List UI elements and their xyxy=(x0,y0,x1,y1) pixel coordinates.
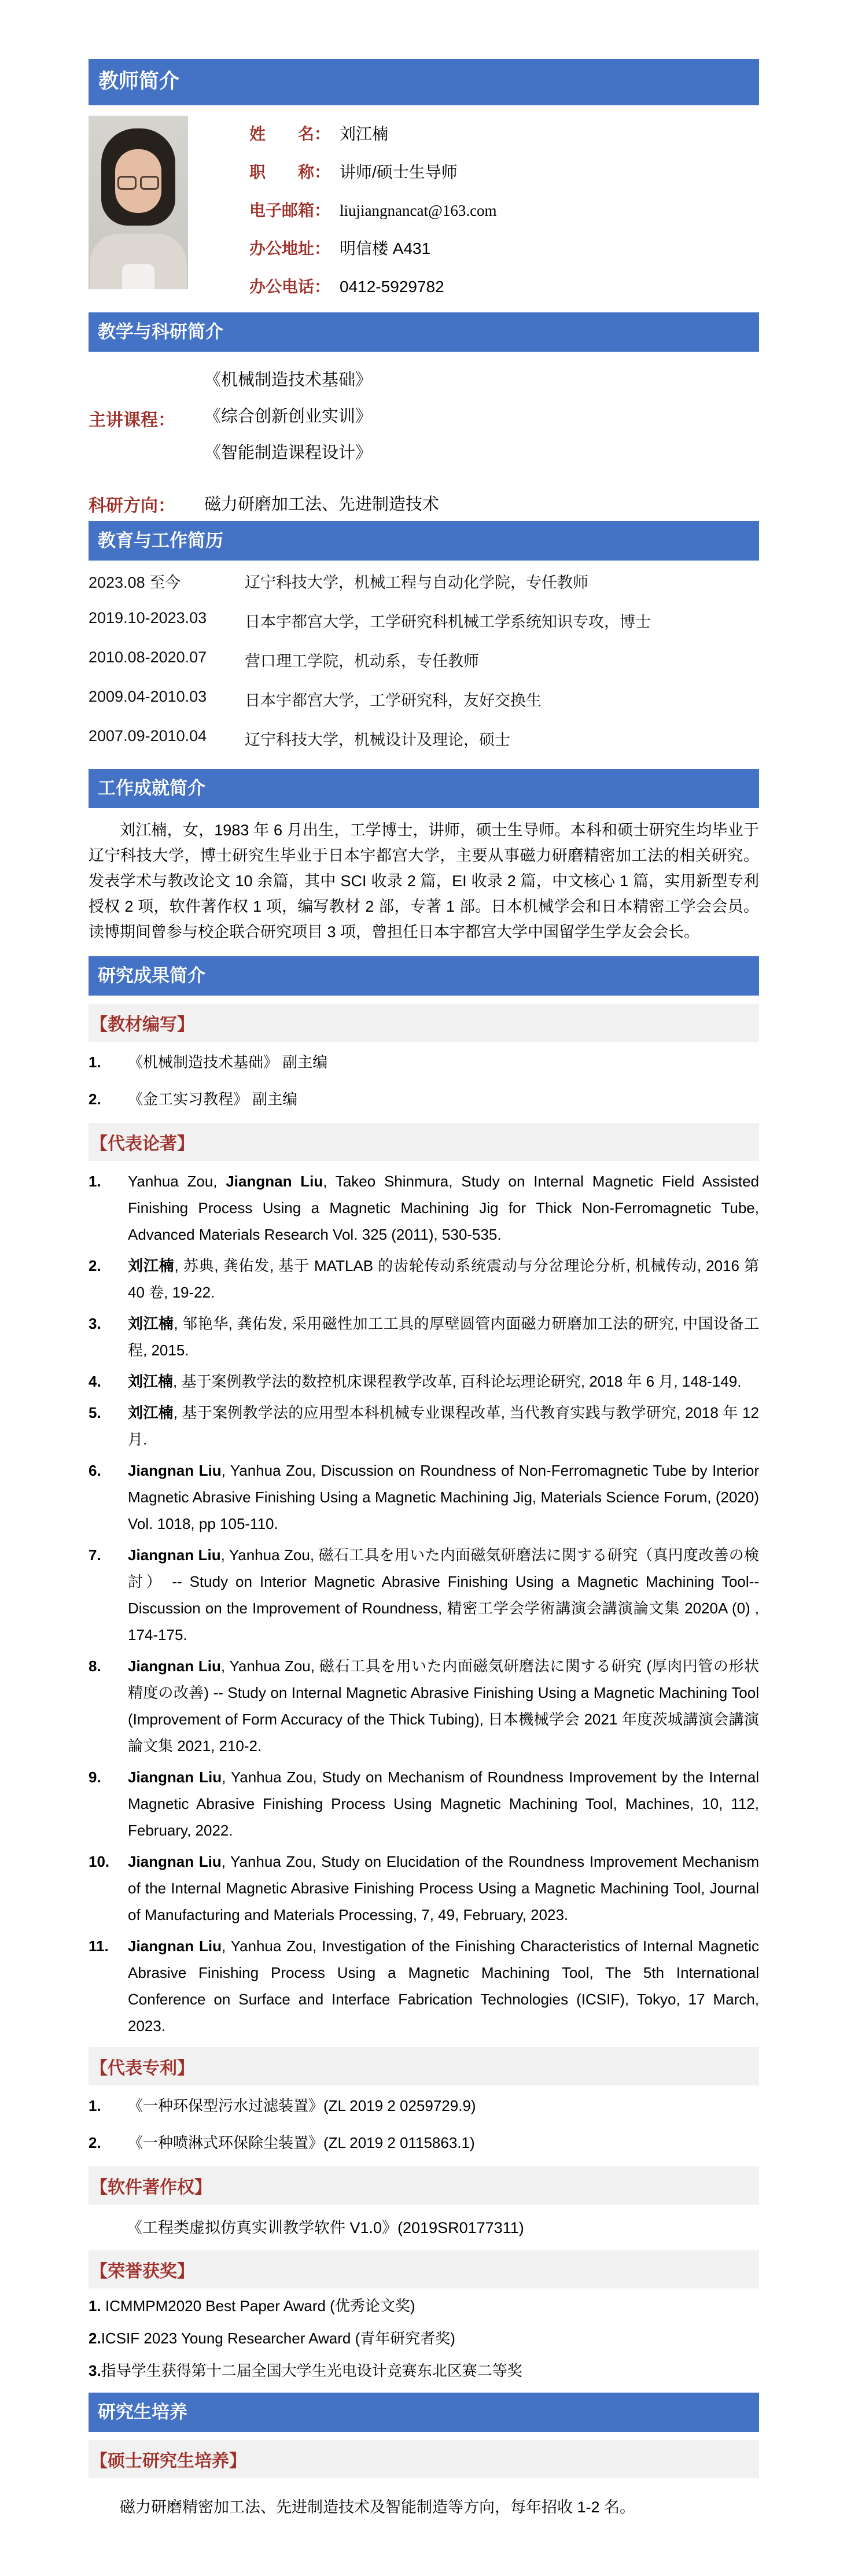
research-direction-row xyxy=(89,491,759,517)
course-item: 《机械制造技术基础》 xyxy=(204,370,373,389)
list-item-number: 11. xyxy=(89,1937,109,1955)
list-item-number: 1. xyxy=(89,2096,101,2114)
list-item-text xyxy=(128,2092,759,2119)
courses-label: 主讲课程： xyxy=(89,411,175,430)
photo-shirt xyxy=(122,264,154,289)
list-item-text xyxy=(128,1933,759,2039)
list-item xyxy=(89,1542,759,1648)
list-item-text xyxy=(128,1086,759,1112)
section-title: 研究生培养 xyxy=(98,2401,187,2422)
history-detail: 营口理工学院，机动系，专任教师 xyxy=(245,652,479,670)
list-item-text xyxy=(128,1653,759,1759)
author-name-bold: 2. xyxy=(89,2329,101,2347)
text-segment: ICMMPM2020 Best Paper Award (优秀论文奖) xyxy=(105,2297,415,2315)
band-master-training: 【硕士研究生培养】 xyxy=(89,2440,759,2478)
history-row xyxy=(89,688,759,710)
band-patents: 【代表专利】 xyxy=(89,2047,759,2085)
author-name-bold: Jiangnan Liu xyxy=(128,1546,221,1564)
profile-field-value: 明信楼 A431 xyxy=(340,239,431,257)
list-item-text xyxy=(128,1168,759,1248)
list-item-text xyxy=(128,1252,759,1306)
award-item xyxy=(89,2360,759,2381)
profile-field-value: liujiangnancat@163.com xyxy=(340,201,497,219)
profile-field-row xyxy=(249,198,497,221)
text-segment: 《一种喷淋式环保除尘装置》(ZL 2019 2 0115863.1) xyxy=(128,2133,475,2151)
profile-field-value: 讲师/硕士生导师 xyxy=(340,163,458,181)
text-segment: ICSIF 2023 Young Researcher Award (青年研究者奖) xyxy=(101,2329,455,2347)
section-title: 教育与工作简历 xyxy=(98,530,223,551)
history-row xyxy=(89,727,759,750)
award-item xyxy=(89,2295,759,2316)
author-name-bold: Jiangnan Liu xyxy=(128,1937,222,1955)
band-textbooks: 【教材编写】 xyxy=(89,1004,759,1042)
text-segment: 《金工实习教程》 副主编 xyxy=(128,1090,298,1108)
profile-field-value: 刘江楠 xyxy=(340,124,389,143)
research-direction-value: 磁力研磨加工法、先进制造技术 xyxy=(204,495,440,514)
text-segment: , 基于案例教学法的数控机床课程教学改革, 百科论坛理论研究, 2018 年 6 月, 148-149. xyxy=(173,1372,742,1390)
history-period: 2023.08 至今 xyxy=(89,573,181,591)
profile-field-row xyxy=(249,274,497,297)
section-header-history xyxy=(89,521,759,561)
list-item-text xyxy=(128,1049,759,1075)
list-item xyxy=(89,2092,759,2119)
profile-field-row xyxy=(249,236,497,259)
profile-field-label: 职 称： xyxy=(249,163,331,181)
teacher-profile-block xyxy=(89,116,759,312)
list-item-number: 7. xyxy=(89,1546,101,1564)
author-name-bold: 刘江楠 xyxy=(128,1256,175,1274)
author-name-bold: 刘江楠 xyxy=(128,1314,174,1332)
list-item-text xyxy=(128,1399,759,1453)
text-segment: , 苏典, 龚佑发, 基于 MATLAB 的齿轮传动系统震动与分岔理论分析, 机械传动, 2016 第 40 卷, 19-22. xyxy=(128,1256,759,1301)
section-title: 研究成果简介 xyxy=(98,965,205,986)
courses-row xyxy=(89,361,759,476)
textbook-list xyxy=(89,1049,759,1112)
profile-field-row xyxy=(249,121,497,145)
list-item-text xyxy=(128,1368,759,1395)
history-period: 2010.08-2020.07 xyxy=(89,648,207,666)
list-item-number: 2. xyxy=(89,1256,101,1274)
section-header-research-results xyxy=(89,956,759,996)
profile-field-label: 办公电话： xyxy=(249,277,331,296)
list-item xyxy=(89,1764,759,1844)
text-segment: 《机械制造技术基础》 副主编 xyxy=(128,1053,328,1071)
list-item-text xyxy=(128,1542,759,1648)
list-item xyxy=(89,2129,759,2156)
author-name-bold: 刘江楠 xyxy=(128,1372,174,1390)
list-item-number: 1. xyxy=(89,1172,101,1190)
award-list xyxy=(89,2295,759,2381)
text-segment: , 邹艳华, 龚佑发, 采用磁性加工工具的厚壁圆管内面磁力研磨加工法的研究, 中国设备工程, 2015. xyxy=(128,1314,759,1359)
list-item-number: 3. xyxy=(89,1314,101,1332)
list-item xyxy=(89,1049,759,1075)
list-item xyxy=(89,1933,759,2039)
band-awards: 【荣誉获奖】 xyxy=(89,2250,759,2288)
list-item-number: 8. xyxy=(89,1657,101,1675)
patent-list xyxy=(89,2092,759,2156)
profile-fields xyxy=(249,116,497,312)
publication-list xyxy=(89,1168,759,2039)
text-segment: Yanhua Zou, xyxy=(128,1172,226,1190)
section-title: 教师简介 xyxy=(98,70,180,93)
author-name-bold: Jiangnan Liu xyxy=(128,1461,222,1479)
history-row xyxy=(89,570,759,592)
list-item xyxy=(89,1168,759,1248)
profile-field-label: 电子邮箱： xyxy=(249,201,331,219)
list-item xyxy=(89,1653,759,1759)
course-list xyxy=(204,361,372,476)
author-name-bold: Jiangnan Liu xyxy=(128,1657,221,1675)
list-item-number: 4. xyxy=(89,1372,101,1390)
list-item-text xyxy=(128,1310,759,1363)
list-item-text xyxy=(128,1764,759,1844)
section-title: 教学与科研简介 xyxy=(98,321,223,342)
list-item xyxy=(89,1848,759,1928)
list-item-number: 9. xyxy=(89,1768,101,1786)
list-item-number: 2. xyxy=(89,2133,101,2151)
text-segment: , Yanhua Zou, Investigation of the Finishing Characteristics of Internal Magnetic Abrasive Finishing Process Using a Magnetic Machining Tool, The 5th International Conference on Surface and Interface Fabrication Technologies (ICSIF), Tokyo, 17 March, 2023. xyxy=(128,1937,759,2035)
history-detail: 日本宇都宫大学，工学研究科，友好交换生 xyxy=(245,691,542,709)
list-item-text xyxy=(128,1457,759,1537)
history-row xyxy=(89,648,759,671)
list-item-number: 5. xyxy=(89,1403,101,1421)
history-detail: 辽宁科技大学，机械设计及理论，硕士 xyxy=(245,731,510,749)
list-item xyxy=(89,1368,759,1395)
course-item: 《智能制造课程设计》 xyxy=(204,443,373,462)
band-software-copyright: 【软件著作权】 xyxy=(89,2166,759,2205)
section-header-achievements xyxy=(89,769,759,808)
text-segment: 指导学生获得第十二届全国大学生光电设计竞赛东北区赛二等奖 xyxy=(101,2361,522,2379)
photo-glasses-right-lens xyxy=(140,176,159,190)
list-item-text xyxy=(128,2129,759,2156)
profile-field-value: 0412-5929782 xyxy=(340,277,444,296)
list-item xyxy=(89,1086,759,1112)
text-segment: , 基于案例教学法的应用型本科机械专业课程改革, 当代教育实践与教学研究, 2018 年 12 月. xyxy=(128,1403,759,1448)
teacher-portrait-photo xyxy=(89,116,188,289)
photo-glasses-left-lens xyxy=(117,176,137,190)
list-item-number: 1. xyxy=(89,1053,101,1071)
section-header-teaching-research xyxy=(89,312,759,352)
text-segment: 《一种环保型污水过滤装置》(ZL 2019 2 0259729.9) xyxy=(128,2096,476,2114)
author-name-bold: Jiangnan Liu xyxy=(128,1852,222,1870)
author-name-bold: 刘江楠 xyxy=(128,1403,174,1421)
text-segment: , Yanhua Zou, Discussion on Roundness of Non-Ferromagnetic Tube by Interior Magnetic Abrasive Finishing Using a Magnetic Machining Jig, Materials Science Forum, (2020) Vol. 1018, pp 105-110. xyxy=(128,1461,759,1532)
award-item xyxy=(89,2328,759,2349)
list-item xyxy=(89,1252,759,1306)
section-header-graduate-training xyxy=(89,2393,759,2432)
list-item-number: 2. xyxy=(89,1090,101,1108)
profile-field-row xyxy=(249,160,497,183)
software-copyright-item: 《工程类虚拟仿真实训教学软件 V1.0》(2019SR0177311) xyxy=(127,2218,524,2236)
author-name-bold: 1. xyxy=(89,2297,105,2315)
text-segment: , Yanhua Zou, 磁石工具を用いた内面磁気研磨法に関する研究 (厚肉円管の形状精度の改善) -- Study on Internal Magnetic Abrasive Finishing Using a Magnetic Machining Tool (Improvement of Form Accuracy of the Thick Tubing), 日本機械学会 2021 年度茨城講演会講演論文集 2021, 210-2. xyxy=(128,1657,759,1755)
research-direction-label: 科研方向： xyxy=(89,496,175,515)
list-item-text xyxy=(128,1848,759,1928)
author-name-bold: Jiangnan Liu xyxy=(128,1768,222,1786)
teaching-block xyxy=(89,352,759,521)
author-name-bold: Jiangnan Liu xyxy=(226,1172,323,1190)
list-item xyxy=(89,1310,759,1363)
author-name-bold: 3. xyxy=(89,2361,101,2379)
text-segment: , Takeo Shinmura, Study on Internal Magnetic Field Assisted Finishing Process Using a Magnetic Machining Jig for Thick Non-Ferromagnetic Tube, Advanced Materials Research Vol. 325 (2011), 530-535. xyxy=(128,1172,760,1243)
list-item-number: 10. xyxy=(89,1852,110,1870)
course-item: 《综合创新创业实训》 xyxy=(204,407,373,426)
history-detail: 日本宇都宫大学，工学研究科机械工学系统知识专攻，博士 xyxy=(245,613,651,631)
band-publications: 【代表论著】 xyxy=(89,1123,759,1161)
history-period: 2009.04-2010.03 xyxy=(89,687,207,705)
section-header-teacher-intro xyxy=(89,59,759,105)
graduate-training-paragraph: 磁力研磨精密加工法、先进制造技术及智能制造等方向，每年招收 1-2 名。 xyxy=(120,2498,636,2516)
list-item xyxy=(89,1399,759,1453)
history-block xyxy=(89,561,759,769)
achievements-paragraph: 刘江楠，女，1983 年 6 月出生，工学博士，讲师，硕士生导师。本科和硕士研究生均毕业于辽宁科技大学，博士研究生毕业于日本宇都宫大学，主要从事磁力研磨精密加工法的相关研究。发表学术与教改论文 10 余篇，其中 SCI 收录 2 篇，EI 收录 2 篇，中文核心 1 篇，实用新型专利授权 2 项，软件著作权 1 项，编写教材 2 部，专著 1 部。日本机械学会和日本精密工学会会员。读博期间曾参与校企联合研究项目 3 项，曾担任日本宇都宫大学中国留学生学友会会长。 xyxy=(89,821,759,941)
list-item xyxy=(89,1457,759,1537)
profile-field-label: 姓 名： xyxy=(249,124,331,143)
text-segment: , Yanhua Zou, 磁石工具を用いた内面磁気研磨法に関する研究（真円度改善の検討） -- Study on Interior Magnetic Abrasive Finishing Using a Magnetic Machining Tool--Discussion on the Improvement of Roundness, 精密工学会学術講演会講演論文集 2020A (0) , 174-175. xyxy=(128,1546,759,1643)
text-segment: , Yanhua Zou, Study on Mechanism of Roundness Improvement by the Internal Magnetic Abrasive Finishing Process Using Magnetic Machining Tool, Machines, 10, 112, February, 2022. xyxy=(128,1768,760,1839)
history-period: 2019.10-2023.03 xyxy=(89,609,207,627)
profile-field-label: 办公地址： xyxy=(249,239,331,257)
section-title: 工作成就简介 xyxy=(98,777,205,798)
history-row xyxy=(89,609,759,632)
history-period: 2007.09-2010.04 xyxy=(89,727,207,745)
list-item-number: 6. xyxy=(89,1461,101,1479)
history-detail: 辽宁科技大学，机械工程与自动化学院，专任教师 xyxy=(245,573,588,591)
photo-glasses xyxy=(117,176,159,187)
text-segment: , Yanhua Zou, Study on Elucidation of the Roundness Improvement Mechanism of the Internal Magnetic Abrasive Finishing Process Using a Magnetic Machining Tool, Journal of Manufacturing and Materials Processing, 7, 49, February, 2023. xyxy=(128,1852,759,1923)
